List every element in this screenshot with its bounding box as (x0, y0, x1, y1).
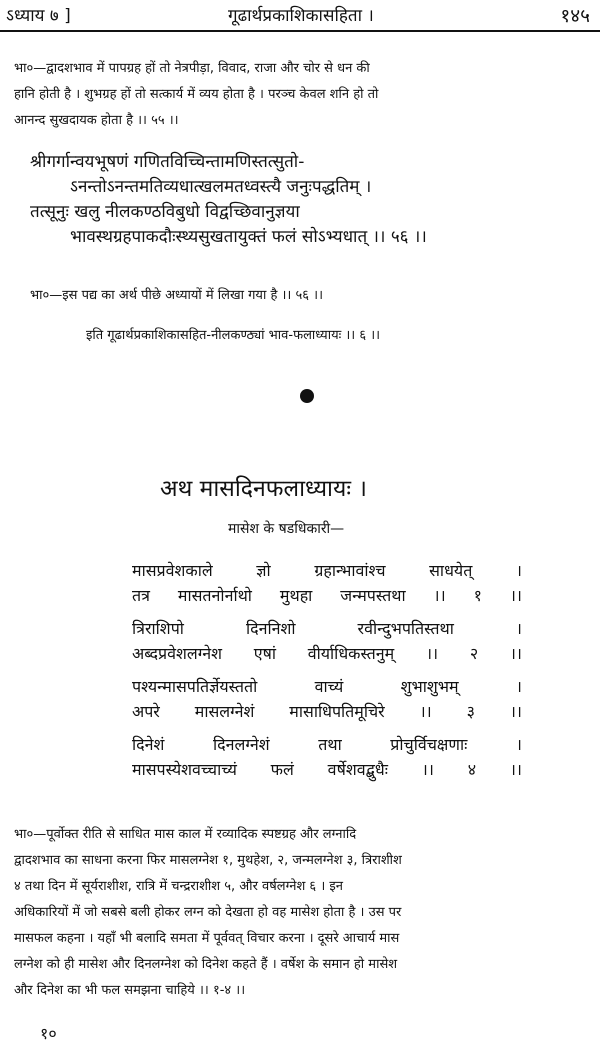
commentary-55 (14, 56, 594, 134)
text-line: आनन्द सुखदायक होता है ।। ५५ ।। (14, 113, 179, 128)
commentary-56: भा०—इस पद्य का अर्थ पीछे अध्यायों में लिखा गया है ।। ५६ ।। (30, 288, 324, 303)
text-line: द्वादशभाव का साधना करना फिर मासलग्नेश १, मुथहेश, २, जन्मलग्नेश ३, त्रिराशीश (14, 853, 402, 868)
verse-line: दिनेशं दिनलग्नेशं तथा प्रोचुर्विचक्षणाः । (132, 735, 522, 754)
text-line: लग्नेश को ही मासेश और दिनलग्नेश को दिनेश कहते हैं । वर्षेश के समान हो मासेश (14, 957, 398, 972)
verse-line: श्रीगर्गान्वयभूषणं गणितविच्चिन्तामणिस्तत्सुतो- (30, 152, 305, 172)
text-line: भा०—द्वादशभाव में पापग्रह हों तो नेत्रपीड़ा, विवाद, राजा और चोर से धन की (14, 61, 370, 76)
verse-line: भावस्थग्रहपाकदौःस्थ्यसुखतायुक्तं फलं सोऽभ्यधात् ।। ५६ ।। (70, 227, 427, 247)
text-line: हानि होती है । शुभग्रह हों तो सत्कार्य में व्यय होता है । परञ्च केवल शनि हो तो (14, 87, 379, 102)
verse-line: मासप्रवेशकाले ज्ञो ग्रहान्भावांश्च साधयेत् । (132, 561, 522, 580)
text-line: ४ तथा दिन में सूर्यराशीश, रात्रि में चन्द्रराशीश ५, और वर्षलग्नेश ६ । इन (14, 879, 343, 894)
header-rule (0, 30, 600, 32)
chapter-marker: ऽध्याय ७ ] (6, 6, 71, 26)
text-line: अधिकारियों में जो सबसे बली होकर लग्न को देखता हो वह मासेश होता है । उस पर (14, 905, 402, 920)
chapter-title: अथ मासदिनफलाध्यायः । (160, 476, 368, 502)
commentary-1-4 (14, 822, 594, 1004)
section-subheading: मासेश के षडधिकारी— (228, 521, 345, 537)
verse-line: तत्सूनुः खलु नीलकण्ठविबुधो विद्वच्छिवानुज्ञया (30, 202, 300, 222)
running-title: गूढार्थप्रकाशिकासहिता । (228, 6, 374, 26)
text-line: भा०—पूर्वोक्त रीति से साधित मास काल में रव्यादिक स्पष्टग्रह और लग्नादि (14, 827, 357, 842)
running-header (6, 4, 590, 28)
text-line: और दिनेश का भी फल समझना चाहिये ।। १-४ ।। (14, 983, 246, 998)
page-number: १४५ (560, 5, 590, 27)
verse-line: पश्यन्मासपतिर्ज्ञेयस्ततो वाच्यं शुभाशुभम् । (132, 677, 522, 696)
signature-mark: १० (40, 1024, 57, 1043)
chapter-colophon: इति गूढार्थप्रकाशिकासहित-नीलकण्ठ्यां भाव-फलाध्यायः ।। ६ ।। (86, 328, 381, 343)
section-divider-dot (300, 389, 314, 403)
verse-line: त्रिराशिपो दिननिशो रवीन्दुभपतिस्तथा । (132, 619, 522, 638)
verse-line: अब्दप्रवेशलग्नेश एषां वीर्याधिकस्तनुम् ।। २ ।। (132, 644, 522, 663)
verse-line: मासपस्येशवच्चाच्यं फलं वर्षेशवद्बुधैः ।। ४ ।। (132, 760, 522, 779)
text-line: मासफल कहना । यहाँ भी बलादि समता में पूर्ववत् विचार करना । दूसरे आचार्य मास (14, 931, 400, 946)
verses-1-4 (132, 558, 522, 782)
verse-line: ऽनन्तोऽनन्तमतिव्यधात्खलमतध्वस्त्यै जनुःपद्धतिम् । (70, 177, 372, 197)
verse-56 (30, 150, 560, 250)
verse-line: तत्र मासतनोर्नाथो मुथहा जन्मपस्तथा ।। १ ।। (132, 586, 522, 605)
verse-line: अपरे मासलग्नेशं मासाधिपतिमूचिरे ।। ३ ।। (132, 702, 522, 721)
